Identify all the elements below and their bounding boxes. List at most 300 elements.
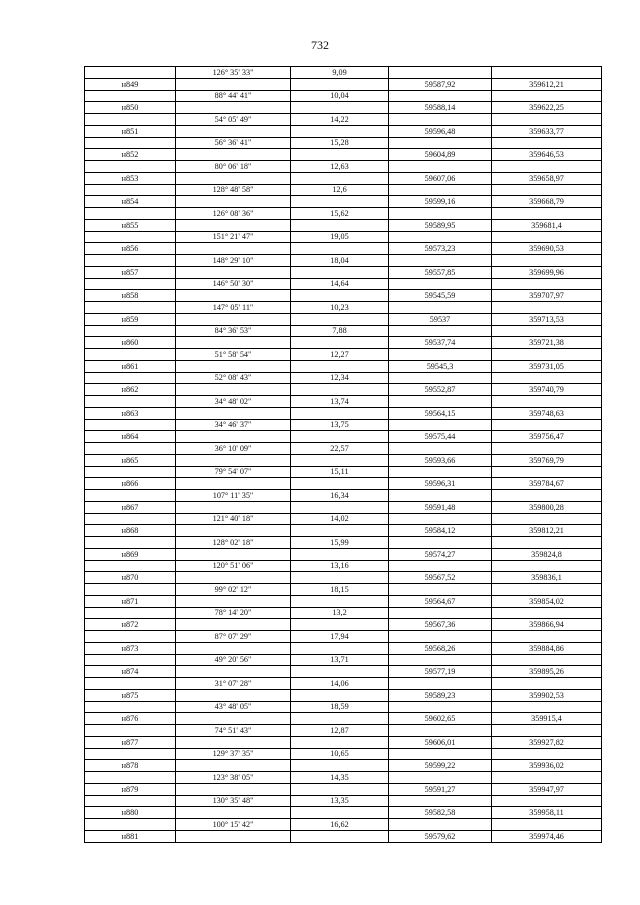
direction-angle: 79° 54' 07" — [176, 466, 291, 478]
segment-length: 12,34 — [291, 372, 389, 384]
y-coordinate: 359713,53 — [492, 313, 602, 325]
x-cell — [389, 184, 492, 196]
x-cell — [389, 795, 492, 807]
distance-cell — [291, 642, 389, 654]
angle-cell — [176, 525, 291, 537]
point-row — [85, 619, 602, 631]
segment-row — [85, 654, 602, 666]
segment-length: 13,2 — [291, 607, 389, 619]
y-coordinate: 359854,02 — [492, 595, 602, 607]
segment-length: 12,87 — [291, 725, 389, 737]
segment-length: 18,04 — [291, 255, 389, 267]
direction-angle: 84° 36' 53" — [176, 325, 291, 337]
direction-angle: 107° 11' 35" — [176, 490, 291, 502]
point-row — [85, 572, 602, 584]
angle-cell — [176, 713, 291, 725]
y-coordinate: 359895,26 — [492, 666, 602, 678]
angle-cell — [176, 830, 291, 842]
segment-length: 14,35 — [291, 772, 389, 784]
y-cell — [492, 490, 602, 502]
point-row — [85, 149, 602, 161]
point-name: н880 — [85, 807, 176, 819]
angle-cell — [176, 266, 291, 278]
direction-angle: 151° 21' 47" — [176, 231, 291, 243]
segment-row — [85, 537, 602, 549]
x-coordinate: 59567,36 — [389, 619, 492, 631]
point-name: н881 — [85, 830, 176, 842]
distance-cell — [291, 219, 389, 231]
point-cell — [85, 631, 176, 643]
x-coordinate: 59567,52 — [389, 572, 492, 584]
x-coordinate: 59579,62 — [389, 830, 492, 842]
x-coordinate: 59607,06 — [389, 172, 492, 184]
y-coordinate: 359884,86 — [492, 642, 602, 654]
y-coordinate: 359769,79 — [492, 454, 602, 466]
segment-row — [85, 819, 602, 831]
direction-angle: 34° 46' 37" — [176, 419, 291, 431]
x-cell — [389, 90, 492, 102]
y-cell — [492, 701, 602, 713]
distance-cell — [291, 125, 389, 137]
segment-row — [85, 560, 602, 572]
angle-cell — [176, 407, 291, 419]
direction-angle: 49° 20' 56" — [176, 654, 291, 666]
x-coordinate: 59591,27 — [389, 783, 492, 795]
angle-cell — [176, 689, 291, 701]
y-cell — [492, 513, 602, 525]
y-cell — [492, 184, 602, 196]
angle-cell — [176, 572, 291, 584]
x-coordinate: 59602,65 — [389, 713, 492, 725]
segment-length: 9,09 — [291, 67, 389, 79]
point-row — [85, 525, 602, 537]
segment-length: 15,62 — [291, 208, 389, 220]
point-cell — [85, 678, 176, 690]
x-coordinate: 59596,48 — [389, 125, 492, 137]
x-cell — [389, 725, 492, 737]
segment-row — [85, 607, 602, 619]
y-cell — [492, 137, 602, 149]
segment-length: 13,74 — [291, 396, 389, 408]
point-row — [85, 266, 602, 278]
segment-row — [85, 725, 602, 737]
x-cell — [389, 772, 492, 784]
distance-cell — [291, 666, 389, 678]
x-coordinate: 59588,14 — [389, 102, 492, 114]
distance-cell — [291, 548, 389, 560]
point-name: н860 — [85, 337, 176, 349]
y-cell — [492, 67, 602, 79]
angle-cell — [176, 102, 291, 114]
x-cell — [389, 325, 492, 337]
segment-length: 13,75 — [291, 419, 389, 431]
point-cell — [85, 137, 176, 149]
segment-row — [85, 513, 602, 525]
x-cell — [389, 372, 492, 384]
segment-row — [85, 67, 602, 79]
y-cell — [492, 795, 602, 807]
segment-row — [85, 678, 602, 690]
point-name: н855 — [85, 219, 176, 231]
x-cell — [389, 819, 492, 831]
segment-length: 16,62 — [291, 819, 389, 831]
y-cell — [492, 325, 602, 337]
point-row — [85, 172, 602, 184]
distance-cell — [291, 736, 389, 748]
y-coordinate: 359958,11 — [492, 807, 602, 819]
y-coordinate: 359646,53 — [492, 149, 602, 161]
y-cell — [492, 114, 602, 126]
x-cell — [389, 631, 492, 643]
x-coordinate: 59537,74 — [389, 337, 492, 349]
segment-row — [85, 325, 602, 337]
y-cell — [492, 584, 602, 596]
segment-row — [85, 795, 602, 807]
direction-angle: 36° 10' 09" — [176, 443, 291, 455]
direction-angle: 128° 02' 18" — [176, 537, 291, 549]
direction-angle: 120° 51' 06" — [176, 560, 291, 572]
point-name: н870 — [85, 572, 176, 584]
distance-cell — [291, 172, 389, 184]
distance-cell — [291, 337, 389, 349]
x-cell — [389, 654, 492, 666]
segment-length: 17,94 — [291, 631, 389, 643]
point-name: н865 — [85, 454, 176, 466]
point-name: н858 — [85, 290, 176, 302]
x-coordinate: 59577,19 — [389, 666, 492, 678]
angle-cell — [176, 642, 291, 654]
segment-length: 14,06 — [291, 678, 389, 690]
distance-cell — [291, 78, 389, 90]
y-coordinate: 359812,21 — [492, 525, 602, 537]
point-name: н866 — [85, 478, 176, 490]
point-cell — [85, 231, 176, 243]
angle-cell — [176, 666, 291, 678]
distance-cell — [291, 266, 389, 278]
x-coordinate: 59599,16 — [389, 196, 492, 208]
distance-cell — [291, 478, 389, 490]
point-name: н862 — [85, 384, 176, 396]
point-name: н849 — [85, 78, 176, 90]
x-coordinate: 59584,12 — [389, 525, 492, 537]
direction-angle: 130° 35' 48" — [176, 795, 291, 807]
coordinates-table — [84, 66, 602, 843]
segment-length: 18,15 — [291, 584, 389, 596]
point-row — [85, 125, 602, 137]
direction-angle: 34° 48' 02" — [176, 396, 291, 408]
y-cell — [492, 560, 602, 572]
angle-cell — [176, 384, 291, 396]
distance-cell — [291, 830, 389, 842]
x-cell — [389, 419, 492, 431]
segment-row — [85, 443, 602, 455]
x-coordinate: 59568,26 — [389, 642, 492, 654]
y-cell — [492, 537, 602, 549]
point-cell — [85, 513, 176, 525]
segment-row — [85, 396, 602, 408]
x-cell — [389, 466, 492, 478]
point-row — [85, 807, 602, 819]
angle-cell — [176, 360, 291, 372]
point-row — [85, 548, 602, 560]
point-cell — [85, 607, 176, 619]
x-cell — [389, 302, 492, 314]
point-cell — [85, 184, 176, 196]
angle-cell — [176, 290, 291, 302]
y-cell — [492, 443, 602, 455]
distance-cell — [291, 243, 389, 255]
point-name: н851 — [85, 125, 176, 137]
point-row — [85, 595, 602, 607]
point-name: н875 — [85, 689, 176, 701]
direction-angle: 126° 08' 36" — [176, 208, 291, 220]
segment-row — [85, 90, 602, 102]
point-row — [85, 102, 602, 114]
point-cell — [85, 349, 176, 361]
segment-length: 13,35 — [291, 795, 389, 807]
y-cell — [492, 372, 602, 384]
x-coordinate: 59575,44 — [389, 431, 492, 443]
point-cell — [85, 443, 176, 455]
x-cell — [389, 701, 492, 713]
y-coordinate: 359936,02 — [492, 760, 602, 772]
segment-row — [85, 466, 602, 478]
direction-angle: 100° 15' 42" — [176, 819, 291, 831]
point-row — [85, 196, 602, 208]
y-cell — [492, 231, 602, 243]
direction-angle: 146° 50' 30" — [176, 278, 291, 290]
distance-cell — [291, 501, 389, 513]
y-coordinate: 359902,53 — [492, 689, 602, 701]
segment-row — [85, 302, 602, 314]
point-cell — [85, 302, 176, 314]
angle-cell — [176, 219, 291, 231]
direction-angle: 43° 48' 05" — [176, 701, 291, 713]
point-cell — [85, 372, 176, 384]
segment-row — [85, 208, 602, 220]
point-name: н871 — [85, 595, 176, 607]
point-name: н873 — [85, 642, 176, 654]
x-cell — [389, 396, 492, 408]
x-coordinate: 59574,27 — [389, 548, 492, 560]
segment-length: 7,88 — [291, 325, 389, 337]
point-cell — [85, 466, 176, 478]
x-coordinate: 59557,85 — [389, 266, 492, 278]
y-cell — [492, 819, 602, 831]
point-row — [85, 407, 602, 419]
point-name: н867 — [85, 501, 176, 513]
angle-cell — [176, 478, 291, 490]
point-name: н869 — [85, 548, 176, 560]
y-coordinate: 359681,4 — [492, 219, 602, 231]
x-coordinate: 59582,58 — [389, 807, 492, 819]
point-cell — [85, 325, 176, 337]
y-coordinate: 359707,97 — [492, 290, 602, 302]
distance-cell — [291, 384, 389, 396]
distance-cell — [291, 619, 389, 631]
x-cell — [389, 114, 492, 126]
y-cell — [492, 302, 602, 314]
point-cell — [85, 255, 176, 267]
point-cell — [85, 819, 176, 831]
angle-cell — [176, 431, 291, 443]
point-name: н877 — [85, 736, 176, 748]
segment-length: 12,27 — [291, 349, 389, 361]
y-coordinate: 359633,77 — [492, 125, 602, 137]
point-cell — [85, 560, 176, 572]
segment-length: 13,16 — [291, 560, 389, 572]
y-cell — [492, 419, 602, 431]
segment-length: 12,6 — [291, 184, 389, 196]
x-cell — [389, 67, 492, 79]
x-cell — [389, 231, 492, 243]
y-coordinate: 359690,53 — [492, 243, 602, 255]
point-cell — [85, 161, 176, 173]
point-row — [85, 783, 602, 795]
y-coordinate: 359927,82 — [492, 736, 602, 748]
point-cell — [85, 90, 176, 102]
x-cell — [389, 678, 492, 690]
distance-cell — [291, 783, 389, 795]
x-cell — [389, 208, 492, 220]
point-cell — [85, 795, 176, 807]
segment-row — [85, 137, 602, 149]
distance-cell — [291, 290, 389, 302]
y-cell — [492, 349, 602, 361]
angle-cell — [176, 172, 291, 184]
x-coordinate: 59596,31 — [389, 478, 492, 490]
segment-length: 15,28 — [291, 137, 389, 149]
angle-cell — [176, 760, 291, 772]
distance-cell — [291, 595, 389, 607]
y-coordinate: 359721,38 — [492, 337, 602, 349]
point-name: н863 — [85, 407, 176, 419]
segment-length: 12,63 — [291, 161, 389, 173]
segment-length: 15,99 — [291, 537, 389, 549]
x-coordinate: 59564,67 — [389, 595, 492, 607]
x-cell — [389, 537, 492, 549]
point-name: н868 — [85, 525, 176, 537]
x-coordinate: 59545,59 — [389, 290, 492, 302]
angle-cell — [176, 125, 291, 137]
direction-angle: 51° 58' 54" — [176, 349, 291, 361]
point-row — [85, 78, 602, 90]
segment-length: 10,23 — [291, 302, 389, 314]
direction-angle: 78° 14' 20" — [176, 607, 291, 619]
x-cell — [389, 443, 492, 455]
point-name: н850 — [85, 102, 176, 114]
coordinates-table-body — [85, 67, 602, 843]
segment-length: 18,59 — [291, 701, 389, 713]
point-row — [85, 360, 602, 372]
y-coordinate: 359731,05 — [492, 360, 602, 372]
segment-row — [85, 490, 602, 502]
angle-cell — [176, 595, 291, 607]
point-row — [85, 431, 602, 443]
point-row — [85, 243, 602, 255]
direction-angle: 87° 07' 29" — [176, 631, 291, 643]
x-cell — [389, 584, 492, 596]
page-number: 732 — [311, 38, 329, 52]
direction-angle: 99° 02' 12" — [176, 584, 291, 596]
point-row — [85, 830, 602, 842]
angle-cell — [176, 149, 291, 161]
y-coordinate: 359622,25 — [492, 102, 602, 114]
distance-cell — [291, 689, 389, 701]
angle-cell — [176, 807, 291, 819]
point-cell — [85, 67, 176, 79]
angle-cell — [176, 783, 291, 795]
x-coordinate: 59573,23 — [389, 243, 492, 255]
distance-cell — [291, 149, 389, 161]
point-name: н854 — [85, 196, 176, 208]
x-cell — [389, 349, 492, 361]
x-cell — [389, 607, 492, 619]
direction-angle: 129° 37' 35" — [176, 748, 291, 760]
angle-cell — [176, 78, 291, 90]
segment-length: 14,64 — [291, 278, 389, 290]
segment-length: 19,05 — [291, 231, 389, 243]
distance-cell — [291, 572, 389, 584]
angle-cell — [176, 313, 291, 325]
direction-angle: 148° 29' 10" — [176, 255, 291, 267]
point-row — [85, 219, 602, 231]
y-coordinate: 359974,46 — [492, 830, 602, 842]
point-name: н861 — [85, 360, 176, 372]
segment-row — [85, 419, 602, 431]
direction-angle: 147° 05' 11" — [176, 302, 291, 314]
y-coordinate: 359915,4 — [492, 713, 602, 725]
distance-cell — [291, 760, 389, 772]
y-cell — [492, 725, 602, 737]
distance-cell — [291, 313, 389, 325]
y-cell — [492, 466, 602, 478]
x-coordinate: 59564,15 — [389, 407, 492, 419]
distance-cell — [291, 431, 389, 443]
x-cell — [389, 490, 492, 502]
segment-row — [85, 372, 602, 384]
y-coordinate: 359612,21 — [492, 78, 602, 90]
x-cell — [389, 161, 492, 173]
distance-cell — [291, 454, 389, 466]
point-cell — [85, 772, 176, 784]
point-name: н878 — [85, 760, 176, 772]
point-cell — [85, 419, 176, 431]
segment-row — [85, 255, 602, 267]
segment-row — [85, 748, 602, 760]
angle-cell — [176, 501, 291, 513]
direction-angle: 88° 44' 41" — [176, 90, 291, 102]
x-cell — [389, 748, 492, 760]
segment-length: 10,65 — [291, 748, 389, 760]
point-cell — [85, 584, 176, 596]
segment-row — [85, 184, 602, 196]
y-coordinate: 359748,63 — [492, 407, 602, 419]
segment-row — [85, 701, 602, 713]
point-row — [85, 478, 602, 490]
y-coordinate: 359824,8 — [492, 548, 602, 560]
x-coordinate: 59552,87 — [389, 384, 492, 396]
point-cell — [85, 278, 176, 290]
angle-cell — [176, 619, 291, 631]
segment-row — [85, 772, 602, 784]
direction-angle: 74° 51' 43" — [176, 725, 291, 737]
segment-row — [85, 161, 602, 173]
y-coordinate: 359866,94 — [492, 619, 602, 631]
point-cell — [85, 537, 176, 549]
x-cell — [389, 513, 492, 525]
point-row — [85, 290, 602, 302]
